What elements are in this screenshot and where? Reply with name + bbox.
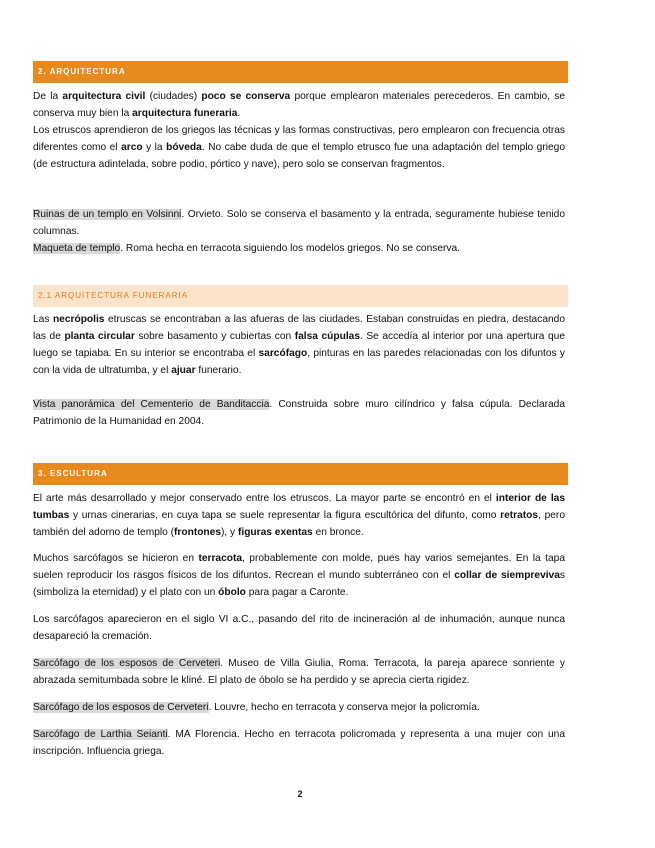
section-heading-arquitectura-funeraria: 2.1 ARQUITECTURA FUNERARIA	[33, 285, 568, 307]
section-heading-arquitectura: 2. ARQUITECTURA	[33, 61, 568, 83]
text-paragraph: Muchos sarcófagos se hicieron en terracota, probablemente con molde, pues hay varios semejantes. En la tapa suelen reproducir los rasgos físicos de los difuntos. Recrean el mundo subterráneo con el collar de siemprevivas (simboliza la eternidad) y el plato con un óbolo para pagar a Caronte.	[33, 553, 565, 598]
paragraph-sarcofago-larthia	[33, 726, 565, 760]
page-number: 2	[297, 789, 303, 799]
text-paragraph: Las necrópolis etruscas se encontraban a las afueras de las ciudades. Estaban construidas en piedra, destacando las de planta circular sobre basamento y cubiertas con falsa cúpulas. Se accedía al interior por una apertura que luego se tapiaba. En su interior se encontraba el sarcófago, pinturas en las paredes relacionadas con los difuntos y con la vida de ultratumba, y el ajuar funerario.	[33, 314, 565, 376]
section-heading-escultura: 3. ESCULTURA	[33, 463, 568, 485]
image-caption: Maqueta de templo. Roma hecha en terracota siguiendo los modelos griegos. No se conserva.	[33, 243, 460, 254]
paragraph-banditaccia	[33, 396, 565, 430]
image-caption: Sarcófago de los esposos de Cerveteri. Museo de Villa Giulia, Roma. Terracota, la pareja aparece sonriente y abrazada semitumbada sobre le kliné. El plato de óbolo se ha perdido y se aprecia cierta rigidez.	[33, 658, 565, 686]
text-paragraph: Los etruscos aprendieron de los griegos las técnicas y las formas constructivas, pero emplearon con frecuencia otras diferentes como el arco y la bóveda. No cabe duda de que el templo etrusco fue una adaptación del templo griego (de estructura adintelada, sobre podio, pórtico y nave), pero solo se conservan fragmentos.	[33, 125, 565, 170]
paragraph-intro-arquitectura	[33, 88, 565, 173]
paragraph-sarcofagos-origen	[33, 611, 565, 645]
paragraph-necropolis	[33, 311, 565, 379]
paragraph-templos	[33, 206, 565, 257]
text-paragraph: Los sarcófagos aparecieron en el siglo VI a.C., pasando del rito de incineración al de inhumación, aunque nunca desapareció la cremación.	[33, 614, 565, 642]
paragraph-terracota	[33, 550, 565, 601]
image-caption: Sarcófago de los esposos de Cerveteri. Louvre, hecho en terracota y conserva mejor la policromía.	[33, 702, 480, 713]
paragraph-escultura-intro	[33, 490, 565, 541]
image-caption: Vista panorámica del Cementerio de Banditaccia. Construida sobre muro cilíndrico y falsa cúpula. Declarada Patrimonio de la Humanidad en 2004.	[33, 399, 566, 427]
text-paragraph: De la arquitectura civil (ciudades) poco se conserva porque emplearon materiales perecederos. En cambio, se conserva muy bien la arquitectura funeraria.	[33, 91, 565, 119]
image-caption: Sarcófago de Larthia Seianti. MA Florencia. Hecho en terracota policromada y representa a una mujer con una inscripción. Influencia griega.	[33, 729, 565, 757]
paragraph-sarcofago-villa-giulia	[33, 655, 565, 689]
text-paragraph: El arte más desarrollado y mejor conservado entre los etruscos. La mayor parte se encontró en el interior de las tumbas y urnas cinerarias, en cuya tapa se suele representar la figura escultórica del difunto, como retratos, pero también del adorno de templo (frontones), y figuras exentas en bronce.	[33, 493, 565, 538]
image-caption: Ruinas de un templo en Volsinni. Orvieto. Solo se conserva el basamento y la entrada, seguramente hubiese tenido columnas.	[33, 209, 565, 237]
paragraph-sarcofago-louvre	[33, 699, 565, 716]
